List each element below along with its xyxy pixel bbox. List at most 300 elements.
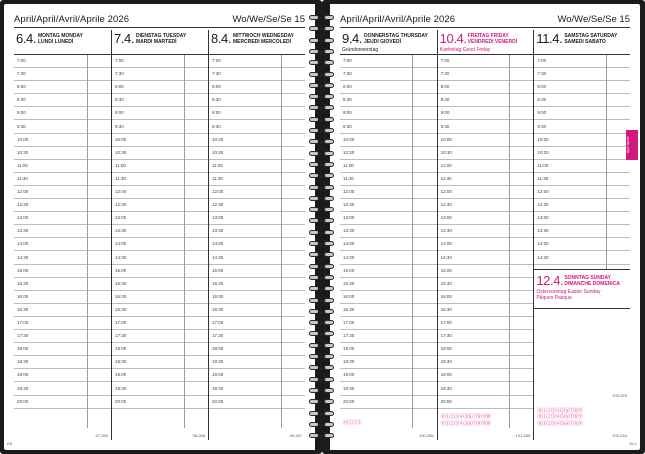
time-label: 13:00	[212, 215, 224, 221]
time-slot[interactable]	[112, 278, 208, 291]
time-label: 19:00	[440, 372, 452, 378]
time-label: 15:00	[17, 267, 29, 273]
time-slot[interactable]	[438, 147, 534, 160]
time-label: 18:30	[115, 359, 127, 365]
day-names	[468, 33, 517, 45]
time-slot[interactable]	[340, 68, 437, 81]
day-number: 6.4.	[16, 31, 37, 46]
time-slot[interactable]	[438, 160, 534, 173]
time-slot[interactable]	[112, 147, 208, 160]
time-label: 12:30	[115, 202, 127, 208]
time-slot[interactable]	[14, 238, 111, 251]
time-slot[interactable]	[438, 173, 534, 186]
time-slot[interactable]	[14, 199, 111, 212]
time-slot[interactable]	[112, 68, 208, 81]
time-slot[interactable]	[209, 330, 305, 343]
spiral-ring	[307, 364, 337, 371]
time-label: 12:30	[343, 202, 355, 208]
time-slot[interactable]	[534, 199, 630, 212]
time-slot[interactable]	[438, 134, 534, 147]
time-slot[interactable]	[112, 94, 208, 107]
time-label: 7:00	[212, 58, 221, 63]
time-slot[interactable]	[340, 121, 437, 134]
time-slot[interactable]	[112, 383, 208, 396]
time-slot[interactable]	[14, 212, 111, 225]
time-slot[interactable]	[112, 134, 208, 147]
time-label: 14:30	[115, 254, 127, 260]
day-header	[209, 30, 305, 55]
right-page-header	[340, 14, 630, 28]
time-slot[interactable]	[14, 121, 111, 134]
time-slot[interactable]	[112, 173, 208, 186]
time-slot[interactable]	[14, 107, 111, 120]
day-column[interactable]	[14, 30, 111, 440]
time-slot[interactable]	[209, 147, 305, 160]
spiral-ring	[307, 25, 337, 32]
time-slot[interactable]	[14, 304, 111, 317]
time-label: 8:30	[440, 97, 450, 103]
time-label: 11:00	[212, 162, 223, 168]
day-column[interactable]	[533, 30, 630, 440]
time-slots	[534, 55, 630, 428]
time-label: 8:30	[212, 97, 221, 103]
time-label: 9:30	[115, 123, 124, 129]
time-slot[interactable]	[438, 212, 534, 225]
time-slot[interactable]	[438, 252, 534, 265]
time-slot[interactable]	[112, 265, 208, 278]
time-label: 7:00	[537, 58, 547, 63]
time-label: 10:00	[17, 136, 29, 142]
time-slot[interactable]	[209, 134, 305, 147]
time-label: 8:30	[17, 97, 26, 103]
time-label: 10:30	[343, 149, 355, 155]
time-slot[interactable]	[534, 107, 630, 120]
time-label: 15:00	[343, 267, 355, 273]
time-slot[interactable]	[112, 107, 208, 120]
day-name-line: DONNERSTAG THURSDAY	[364, 33, 428, 39]
time-slot[interactable]	[534, 173, 630, 186]
day-column[interactable]	[340, 30, 437, 440]
time-label: 14:00	[343, 241, 355, 247]
day-names	[364, 33, 428, 45]
time-slot[interactable]	[14, 55, 111, 68]
time-slot[interactable]	[14, 396, 111, 409]
time-slot[interactable]	[438, 238, 534, 251]
time-slot[interactable]	[534, 81, 630, 94]
time-label: 12:00	[343, 189, 355, 194]
time-slot[interactable]	[438, 199, 534, 212]
time-label: 10:30	[440, 149, 452, 155]
time-slot[interactable]	[438, 343, 534, 356]
time-slot[interactable]	[14, 252, 111, 265]
time-label: 9:30	[440, 123, 450, 129]
day-names	[136, 33, 186, 45]
time-label: 19:00	[115, 372, 127, 378]
date-circles: ⓪①②③④⑤⑥⑦⑧⑨	[537, 414, 583, 420]
spiral-ring	[307, 37, 337, 44]
time-slot[interactable]	[209, 121, 305, 134]
time-slot[interactable]	[14, 160, 111, 173]
time-slot[interactable]	[438, 121, 534, 134]
time-label: 9:00	[212, 110, 221, 116]
time-slot[interactable]	[340, 252, 437, 265]
week-label: Wo/We/Se/Se 15	[232, 14, 305, 25]
time-slot[interactable]	[14, 81, 111, 94]
time-slot[interactable]	[14, 356, 111, 369]
time-slot[interactable]	[112, 121, 208, 134]
time-slot[interactable]	[438, 291, 534, 304]
time-slot[interactable]	[209, 160, 305, 173]
time-label: 11:30	[115, 175, 126, 181]
time-slot[interactable]	[209, 265, 305, 278]
time-slot[interactable]	[438, 278, 534, 291]
time-slot[interactable]	[438, 265, 534, 278]
time-slot[interactable]	[438, 304, 534, 317]
time-slot[interactable]	[340, 356, 437, 369]
time-slot[interactable]	[209, 369, 305, 382]
time-label: 16:30	[440, 306, 452, 312]
time-slot[interactable]	[340, 186, 437, 199]
time-slot[interactable]	[14, 369, 111, 382]
day-names	[564, 33, 617, 45]
time-label: 9:30	[343, 123, 352, 129]
day-header	[112, 30, 208, 55]
time-label: 12:00	[212, 189, 224, 194]
time-slot[interactable]	[340, 238, 437, 251]
column-divider	[606, 55, 607, 270]
time-label: 16:30	[115, 306, 127, 312]
day-name-line: DIMANCHE DOMENICA	[564, 281, 620, 287]
time-label: 20:00	[17, 398, 29, 404]
time-label: 20:00	[212, 398, 224, 404]
time-slot[interactable]	[209, 173, 305, 186]
time-slot[interactable]	[14, 186, 111, 199]
time-slot[interactable]	[534, 134, 630, 147]
sunday-block[interactable]	[534, 269, 630, 309]
time-label: 17:30	[343, 333, 355, 339]
time-slot[interactable]	[14, 291, 111, 304]
left-page	[4, 4, 315, 450]
time-label: 19:30	[440, 385, 452, 391]
time-slot[interactable]	[112, 330, 208, 343]
time-slot[interactable]	[209, 278, 305, 291]
holiday-label: Gründonnerstag	[342, 47, 379, 53]
time-label: 9:30	[17, 123, 26, 129]
time-slot[interactable]	[534, 68, 630, 81]
time-slot[interactable]	[209, 291, 305, 304]
spiral-ring	[307, 410, 337, 417]
time-slot[interactable]	[112, 160, 208, 173]
spiral-ring	[307, 104, 337, 111]
time-slot[interactable]	[340, 278, 437, 291]
time-label: 18:30	[343, 359, 355, 365]
spiral-ring	[307, 285, 337, 292]
spiral-ring	[307, 297, 337, 304]
time-slot[interactable]	[340, 291, 437, 304]
time-label: 8:00	[537, 84, 547, 90]
time-slot[interactable]	[534, 160, 630, 173]
time-slot[interactable]	[438, 81, 534, 94]
day-column[interactable]	[111, 30, 208, 440]
time-slot[interactable]	[534, 252, 630, 265]
time-slot[interactable]	[340, 396, 437, 409]
time-label: 19:00	[343, 372, 355, 378]
time-label: 19:30	[343, 385, 355, 391]
time-label: 13:30	[115, 228, 127, 234]
time-slot[interactable]	[438, 330, 534, 343]
time-slot[interactable]	[209, 304, 305, 317]
time-slot[interactable]	[14, 225, 111, 238]
month-tab[interactable]: April Aprile	[626, 130, 638, 160]
spiral-ring	[307, 229, 337, 236]
column-divider	[184, 55, 185, 428]
time-slot[interactable]	[209, 81, 305, 94]
time-label: 7:30	[17, 71, 26, 77]
time-slot[interactable]	[112, 369, 208, 382]
time-slot[interactable]	[534, 186, 630, 199]
day-name-line: LUNDI LUNEDÌ	[38, 39, 74, 45]
time-slot[interactable]	[112, 396, 208, 409]
time-slot[interactable]	[209, 383, 305, 396]
time-slot[interactable]	[112, 238, 208, 251]
day-header	[14, 30, 111, 55]
time-slot[interactable]	[209, 238, 305, 251]
day-header	[438, 30, 534, 55]
week-label: Wo/We/Se/Se 15	[557, 14, 630, 25]
time-slot[interactable]	[209, 107, 305, 120]
time-slot[interactable]	[14, 383, 111, 396]
time-label: 14:30	[17, 254, 29, 260]
time-slot[interactable]	[340, 369, 437, 382]
time-label: 14:30	[440, 254, 452, 260]
time-slot[interactable]	[112, 225, 208, 238]
right-days	[340, 30, 630, 440]
time-slot[interactable]	[14, 68, 111, 81]
time-slot[interactable]	[534, 238, 630, 251]
time-slot[interactable]	[438, 369, 534, 382]
time-slot[interactable]	[209, 94, 305, 107]
spiral-ring	[307, 330, 337, 337]
time-slot[interactable]	[340, 304, 437, 317]
time-slot[interactable]	[209, 225, 305, 238]
time-label: 14:00	[537, 241, 549, 247]
time-label: 8:00	[343, 84, 352, 90]
time-label: 7:00	[440, 58, 450, 63]
time-label: 19:00	[17, 372, 29, 378]
time-slot[interactable]	[534, 121, 630, 134]
time-slot[interactable]	[209, 343, 305, 356]
time-label: 20:00	[343, 398, 355, 404]
time-label: 8:30	[537, 97, 547, 103]
time-label: 8:30	[115, 97, 124, 103]
time-slot[interactable]	[534, 55, 630, 68]
time-slot[interactable]	[14, 317, 111, 330]
time-slot[interactable]	[209, 55, 305, 68]
time-slot[interactable]	[340, 225, 437, 238]
time-slot[interactable]	[112, 343, 208, 356]
time-slot[interactable]	[112, 212, 208, 225]
time-slot[interactable]	[112, 291, 208, 304]
time-slot[interactable]	[14, 265, 111, 278]
time-slot[interactable]	[438, 396, 534, 409]
day-number: 7.4.	[114, 31, 135, 46]
time-label: 8:30	[343, 97, 352, 103]
day-name-line: JEUDI GIOVEDÌ	[364, 39, 401, 45]
time-slot[interactable]	[340, 265, 437, 278]
day-name-line: VENDREDI VENERDÌ	[467, 39, 518, 45]
time-label: 11:00	[440, 162, 452, 168]
spiral-ring	[307, 274, 337, 281]
time-slot[interactable]	[14, 134, 111, 147]
time-label: 15:30	[440, 280, 452, 286]
time-slot[interactable]	[340, 383, 437, 396]
time-label: 16:00	[212, 293, 224, 299]
time-slots	[209, 55, 305, 428]
time-slot[interactable]	[340, 134, 437, 147]
time-slot[interactable]	[209, 212, 305, 225]
column-divider	[87, 55, 88, 428]
time-slot[interactable]	[438, 186, 534, 199]
time-label: 11:30	[17, 175, 28, 181]
time-label: 9:00	[17, 110, 26, 116]
time-label: 11:00	[343, 162, 354, 168]
time-slot[interactable]	[438, 383, 534, 396]
time-slot[interactable]	[340, 317, 437, 330]
time-slot[interactable]	[112, 199, 208, 212]
time-slot[interactable]	[340, 199, 437, 212]
time-slot[interactable]	[340, 343, 437, 356]
time-slot[interactable]	[14, 330, 111, 343]
time-slot[interactable]	[438, 94, 534, 107]
time-label: 15:00	[440, 267, 452, 273]
time-label: 12:30	[17, 202, 29, 208]
time-slot[interactable]	[340, 173, 437, 186]
time-label: 11:30	[440, 175, 452, 181]
time-label: 15:00	[115, 267, 127, 273]
spiral-ring	[307, 398, 337, 405]
day-of-year: 102-264	[612, 433, 627, 438]
time-slot[interactable]	[534, 94, 630, 107]
time-slot[interactable]	[340, 147, 437, 160]
time-slot[interactable]	[209, 199, 305, 212]
day-of-year: 99-267	[289, 433, 302, 438]
time-slot[interactable]	[340, 330, 437, 343]
time-label: 14:00	[440, 241, 452, 247]
day-name-line: FREITAG FRIDAY	[467, 33, 509, 39]
time-slot[interactable]	[112, 81, 208, 94]
time-slot[interactable]	[534, 147, 630, 160]
time-label: 17:30	[115, 333, 127, 339]
day-name-line: SAMEDI SABATO	[564, 39, 606, 45]
day-column[interactable]	[437, 30, 534, 440]
time-slot[interactable]	[438, 225, 534, 238]
time-label: 9:00	[537, 110, 547, 116]
time-label: 17:00	[115, 320, 127, 325]
spiral-ring	[307, 172, 337, 179]
time-slot[interactable]	[112, 252, 208, 265]
time-label: 14:30	[343, 254, 355, 260]
time-label: 16:00	[343, 293, 355, 299]
time-slot[interactable]	[14, 94, 111, 107]
time-slot[interactable]	[112, 317, 208, 330]
time-slot[interactable]	[112, 55, 208, 68]
spiral-ring	[307, 184, 337, 191]
time-label: 19:00	[212, 372, 224, 378]
time-label: 18:30	[440, 359, 452, 365]
time-slot[interactable]	[438, 68, 534, 81]
time-slot[interactable]	[340, 160, 437, 173]
time-slot[interactable]	[438, 55, 534, 68]
time-label: 8:00	[115, 84, 124, 90]
time-label: 9:00	[115, 110, 124, 116]
time-slot[interactable]	[209, 317, 305, 330]
spiral-ring	[307, 263, 337, 270]
time-slot[interactable]	[14, 173, 111, 186]
time-label: 19:30	[115, 385, 127, 391]
time-slot[interactable]	[340, 212, 437, 225]
time-label: 13:00	[343, 215, 355, 221]
time-slot[interactable]	[209, 68, 305, 81]
time-label: 16:00	[17, 293, 29, 299]
time-slot[interactable]	[438, 107, 534, 120]
time-slot[interactable]	[438, 356, 534, 369]
time-label: 7:00	[17, 58, 26, 63]
time-label: 13:30	[440, 228, 452, 234]
spiral-ring	[307, 93, 337, 100]
time-label: 7:30	[537, 71, 547, 77]
spiral-ring	[307, 59, 337, 66]
time-slot[interactable]	[14, 147, 111, 160]
time-slot[interactable]	[14, 343, 111, 356]
time-label: 20:00	[115, 398, 127, 404]
day-column[interactable]	[208, 30, 305, 440]
time-slot[interactable]	[340, 55, 437, 68]
time-slot[interactable]	[112, 304, 208, 317]
time-label: 11:00	[115, 162, 126, 168]
time-slot[interactable]	[534, 212, 630, 225]
time-label: 17:30	[212, 333, 224, 339]
time-label: 13:30	[343, 228, 355, 234]
time-slot[interactable]	[112, 186, 208, 199]
time-slot[interactable]	[209, 186, 305, 199]
time-slot[interactable]	[209, 252, 305, 265]
time-label: 18:30	[17, 359, 29, 365]
time-slot[interactable]	[340, 107, 437, 120]
column-divider	[509, 55, 510, 428]
spiral-ring	[307, 71, 337, 78]
day-name-line: DIENSTAG TUESDAY	[136, 33, 187, 39]
spiral-ring	[307, 161, 337, 168]
time-slot[interactable]	[14, 278, 111, 291]
time-slot[interactable]	[438, 317, 534, 330]
time-slot[interactable]	[112, 356, 208, 369]
left-page-header	[14, 14, 305, 28]
spiral-ring	[307, 319, 337, 326]
time-slot[interactable]	[534, 225, 630, 238]
time-label: 11:00	[537, 162, 549, 168]
time-label: 11:30	[212, 175, 223, 181]
holiday-label: Karfreitag Good Friday	[439, 47, 491, 53]
time-slot[interactable]	[209, 356, 305, 369]
time-label: 12:30	[212, 202, 224, 208]
time-slot[interactable]	[340, 94, 437, 107]
time-slot[interactable]	[340, 81, 437, 94]
time-slot[interactable]	[209, 396, 305, 409]
time-label: 13:00	[537, 215, 549, 221]
date-circles: ⓪①②③④⑤⑥⑦⑧⑨⑩	[440, 414, 491, 420]
date-circles: ⓪①②③④⑤⑥⑦⑧⑨	[537, 421, 583, 427]
spiral-ring	[307, 240, 337, 247]
